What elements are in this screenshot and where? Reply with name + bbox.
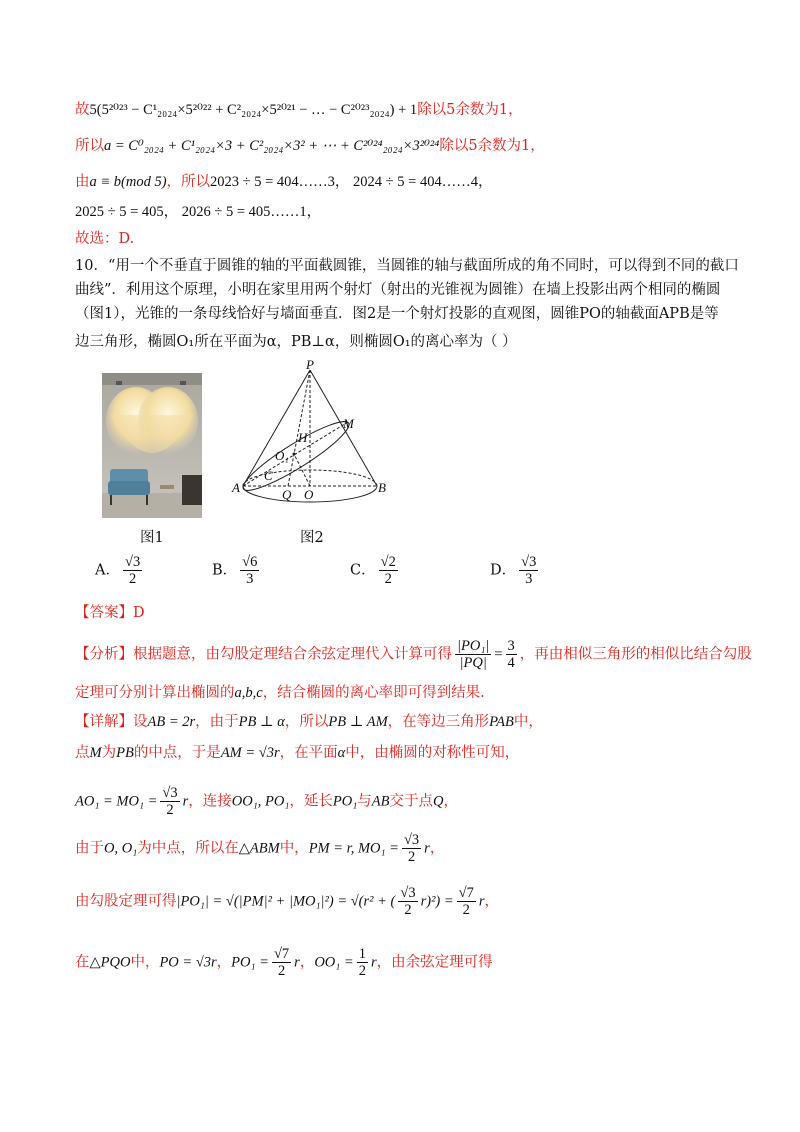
text: ，再由相似三角形的相似比结合勾股 (519, 646, 752, 663)
answer-value: D (133, 605, 145, 621)
text: 所以 (75, 138, 104, 154)
text: ， (484, 893, 500, 910)
text: 故选：D. (75, 231, 135, 247)
label-C: C (264, 468, 273, 483)
detail-line-1 (75, 712, 543, 732)
numerator: √3 (162, 785, 178, 801)
text: ，由余弦定理可得 (376, 954, 493, 971)
math-expression: M (89, 745, 102, 761)
question-10-line-1: 10．“用一个不垂直于圆锥的轴的平面截圆锥，当圆锥的轴与截面所成的角不同时，可以得到不同的截口 (75, 258, 739, 274)
label-H: H (298, 430, 308, 445)
math-expression: OO₁ = (314, 954, 354, 971)
answer-line (75, 603, 145, 623)
option-label: A． (95, 562, 120, 579)
math-expression: PO₁ (332, 793, 358, 810)
math-expression: r (294, 954, 300, 971)
option-label: B． (212, 562, 238, 579)
math-expression: r (478, 893, 485, 910)
numerator: √3 (403, 832, 420, 848)
label-O1: O₁ (275, 448, 289, 463)
math-expression: PB ⊥ AM (328, 714, 388, 730)
numerator: √3 (124, 554, 141, 570)
equals: = (494, 646, 503, 663)
denominator: 2 (166, 802, 174, 818)
text: 中， (513, 714, 543, 730)
text: ，所以 (166, 174, 211, 190)
text: 中， (130, 954, 160, 971)
figure-2-cone-diagram (228, 360, 398, 510)
solution-line-3 (75, 172, 492, 192)
option-label: C． (350, 562, 376, 579)
figure-1-caption: 图1 (140, 530, 164, 546)
figure-2-caption: 图2 (300, 530, 324, 546)
question-10-line-2: 曲线”．利用这个原理，小明在家里用两个射灯（射出的光锥视为圆锥）在墙上投影出两个相同的椭圆 (75, 282, 721, 298)
text: 设 (133, 714, 148, 730)
math-expression: r (424, 840, 430, 857)
label-P: P (306, 360, 314, 372)
math-expression: PO = √3r (159, 954, 217, 971)
math-expression: 2025 ÷ 5 = 405， 2026 ÷ 5 = 405……1， (75, 204, 322, 220)
option-c[interactable] (350, 554, 401, 587)
text: 由 (75, 174, 90, 190)
text: 除以5余数为1， (417, 102, 523, 118)
denominator: 2 (407, 849, 416, 865)
text: 为 (101, 745, 117, 761)
heart-light-wall-image (102, 373, 202, 518)
text: ，结合椭圆的离心率即可得到结果. (262, 685, 485, 701)
text: ， (216, 954, 232, 971)
detail-line-6 (75, 946, 493, 979)
math-expression: r (370, 954, 377, 971)
label-B: B (378, 480, 386, 495)
question-10-line-4: 边三角形，椭圆O₁所在平面为α，PB⊥α，则椭圆O₁的离心率为（ ） (75, 334, 517, 350)
denominator: 4 (507, 655, 515, 671)
detail-tag: 【详解】 (75, 714, 133, 730)
math-expression: r)²) = (420, 893, 454, 910)
math-expression: AB (371, 793, 390, 810)
denominator: 2 (404, 902, 412, 918)
figure-1-photo (102, 373, 202, 518)
math-expression: a ≡ b(mod 5) (89, 174, 167, 190)
detail-line-5 (75, 885, 499, 918)
label-Q: Q (282, 487, 292, 502)
option-d[interactable] (490, 554, 541, 587)
math-expression: a = C⁰₂₀₂₄ + C¹₂₀₂₄×3 + C²₂₀₂₄×3² + ⋯ + C²⁰²⁴₂₀₂₄×3²⁰²⁴ (104, 138, 440, 154)
detail-line-2 (75, 743, 519, 763)
denominator: |PQ| (459, 655, 487, 671)
label-M: M (343, 416, 354, 431)
math-expression: Q (432, 793, 444, 810)
text: 的中点，于是 (133, 745, 221, 761)
text: 由于 (75, 840, 104, 857)
text: 故 (75, 102, 90, 118)
text: 由勾股定理可得 (75, 893, 177, 910)
math-expression: O, O₁ (104, 840, 138, 857)
denominator: 2 (277, 963, 286, 979)
text: ，连接 (188, 793, 232, 810)
math-expression: AM = √3r (220, 745, 280, 761)
numerator: √3 (400, 885, 416, 901)
label-O: O (304, 487, 314, 502)
math-expression: a,b,c (234, 685, 263, 701)
math-expression: 5(5²⁰²³ − C¹₂₀₂₄×5²⁰²² + C²₂₀₂₄×5²⁰²¹ − … − C²⁰²³₂₀₂₄) + 1 (89, 102, 418, 118)
text: 除以5余数为1， (439, 138, 545, 154)
denominator: 3 (246, 571, 254, 587)
text: ， (443, 793, 458, 810)
text: ，在平面 (279, 745, 338, 761)
answer-tag: 【答案】 (75, 605, 133, 621)
solution-line-5 (75, 229, 134, 249)
numerator: √6 (242, 554, 258, 570)
text: ，所以 (284, 714, 329, 730)
text: 交于点 (389, 793, 433, 810)
denominator: 2 (128, 571, 137, 587)
text: 在 (75, 954, 90, 971)
text: ，延长 (289, 793, 333, 810)
analysis-line-2 (75, 683, 485, 703)
text: ，由于 (195, 714, 239, 730)
math-expression: △ABM (238, 840, 280, 857)
math-expression: AB = 2r (147, 714, 196, 730)
text: 为中点，所以在 (137, 840, 239, 857)
text: ， (429, 840, 445, 857)
math-expression: AO₁ = MO₁ = (75, 793, 158, 810)
solution-line-4 (75, 202, 321, 222)
numerator: 1 (358, 946, 366, 962)
math-expression: △PQO (89, 954, 131, 971)
option-label: D． (490, 562, 517, 579)
numerator: √7 (458, 885, 474, 901)
numerator: |PO₁| (457, 638, 490, 654)
text: 定理可分别计算出椭圆的 (75, 685, 235, 701)
solution-line-1 (75, 100, 523, 120)
math-expression: PM = r, MO₁ = (308, 840, 399, 857)
question-10-line-3: （图1），光锥的一条母线恰好与墙面垂直．图2是一个射灯投影的直观图，圆锥PO的轴截面APB是等 (75, 306, 719, 322)
numerator: 3 (507, 638, 515, 654)
label-A: A (232, 480, 240, 495)
option-b[interactable] (212, 554, 262, 587)
math-expression: PB (116, 745, 134, 761)
math-expression: PAB (489, 714, 514, 730)
denominator: 2 (462, 902, 470, 918)
math-expression: α (337, 745, 346, 761)
denominator: 3 (525, 571, 533, 587)
option-a[interactable] (95, 554, 145, 587)
detail-line-3 (75, 785, 458, 818)
denominator: 2 (384, 571, 392, 587)
analysis-line-1 (75, 638, 752, 671)
text: 点 (75, 745, 90, 761)
text: ，在等边三角形 (387, 714, 490, 730)
math-expression: 2023 ÷ 5 = 404……3， 2024 ÷ 5 = 404……4， (210, 174, 493, 190)
numerator: √7 (273, 946, 290, 962)
text: 中， (279, 840, 309, 857)
text: 中，由椭圆的对称性可知， (345, 745, 520, 761)
math-expression: PB ⊥ α (238, 714, 285, 730)
analysis-tag: 【分析】 (75, 646, 133, 663)
text: 与 (357, 793, 372, 810)
detail-line-4 (75, 832, 444, 865)
denominator: 2 (358, 963, 366, 979)
text: ， (299, 954, 315, 971)
math-expression: |PO₁| = √(|PM|² + |MO₁|²) = √(r² + ( (176, 893, 396, 910)
math-expression: OO₁, PO₁ (231, 793, 290, 810)
solution-line-2 (75, 136, 545, 156)
numerator: √2 (380, 554, 396, 570)
text: 根据题意，由勾股定理结合余弦定理代入计算可得 (133, 646, 452, 663)
math-expression: r (182, 793, 189, 810)
math-expression: PO₁ = (231, 954, 269, 971)
numerator: √3 (521, 554, 537, 570)
